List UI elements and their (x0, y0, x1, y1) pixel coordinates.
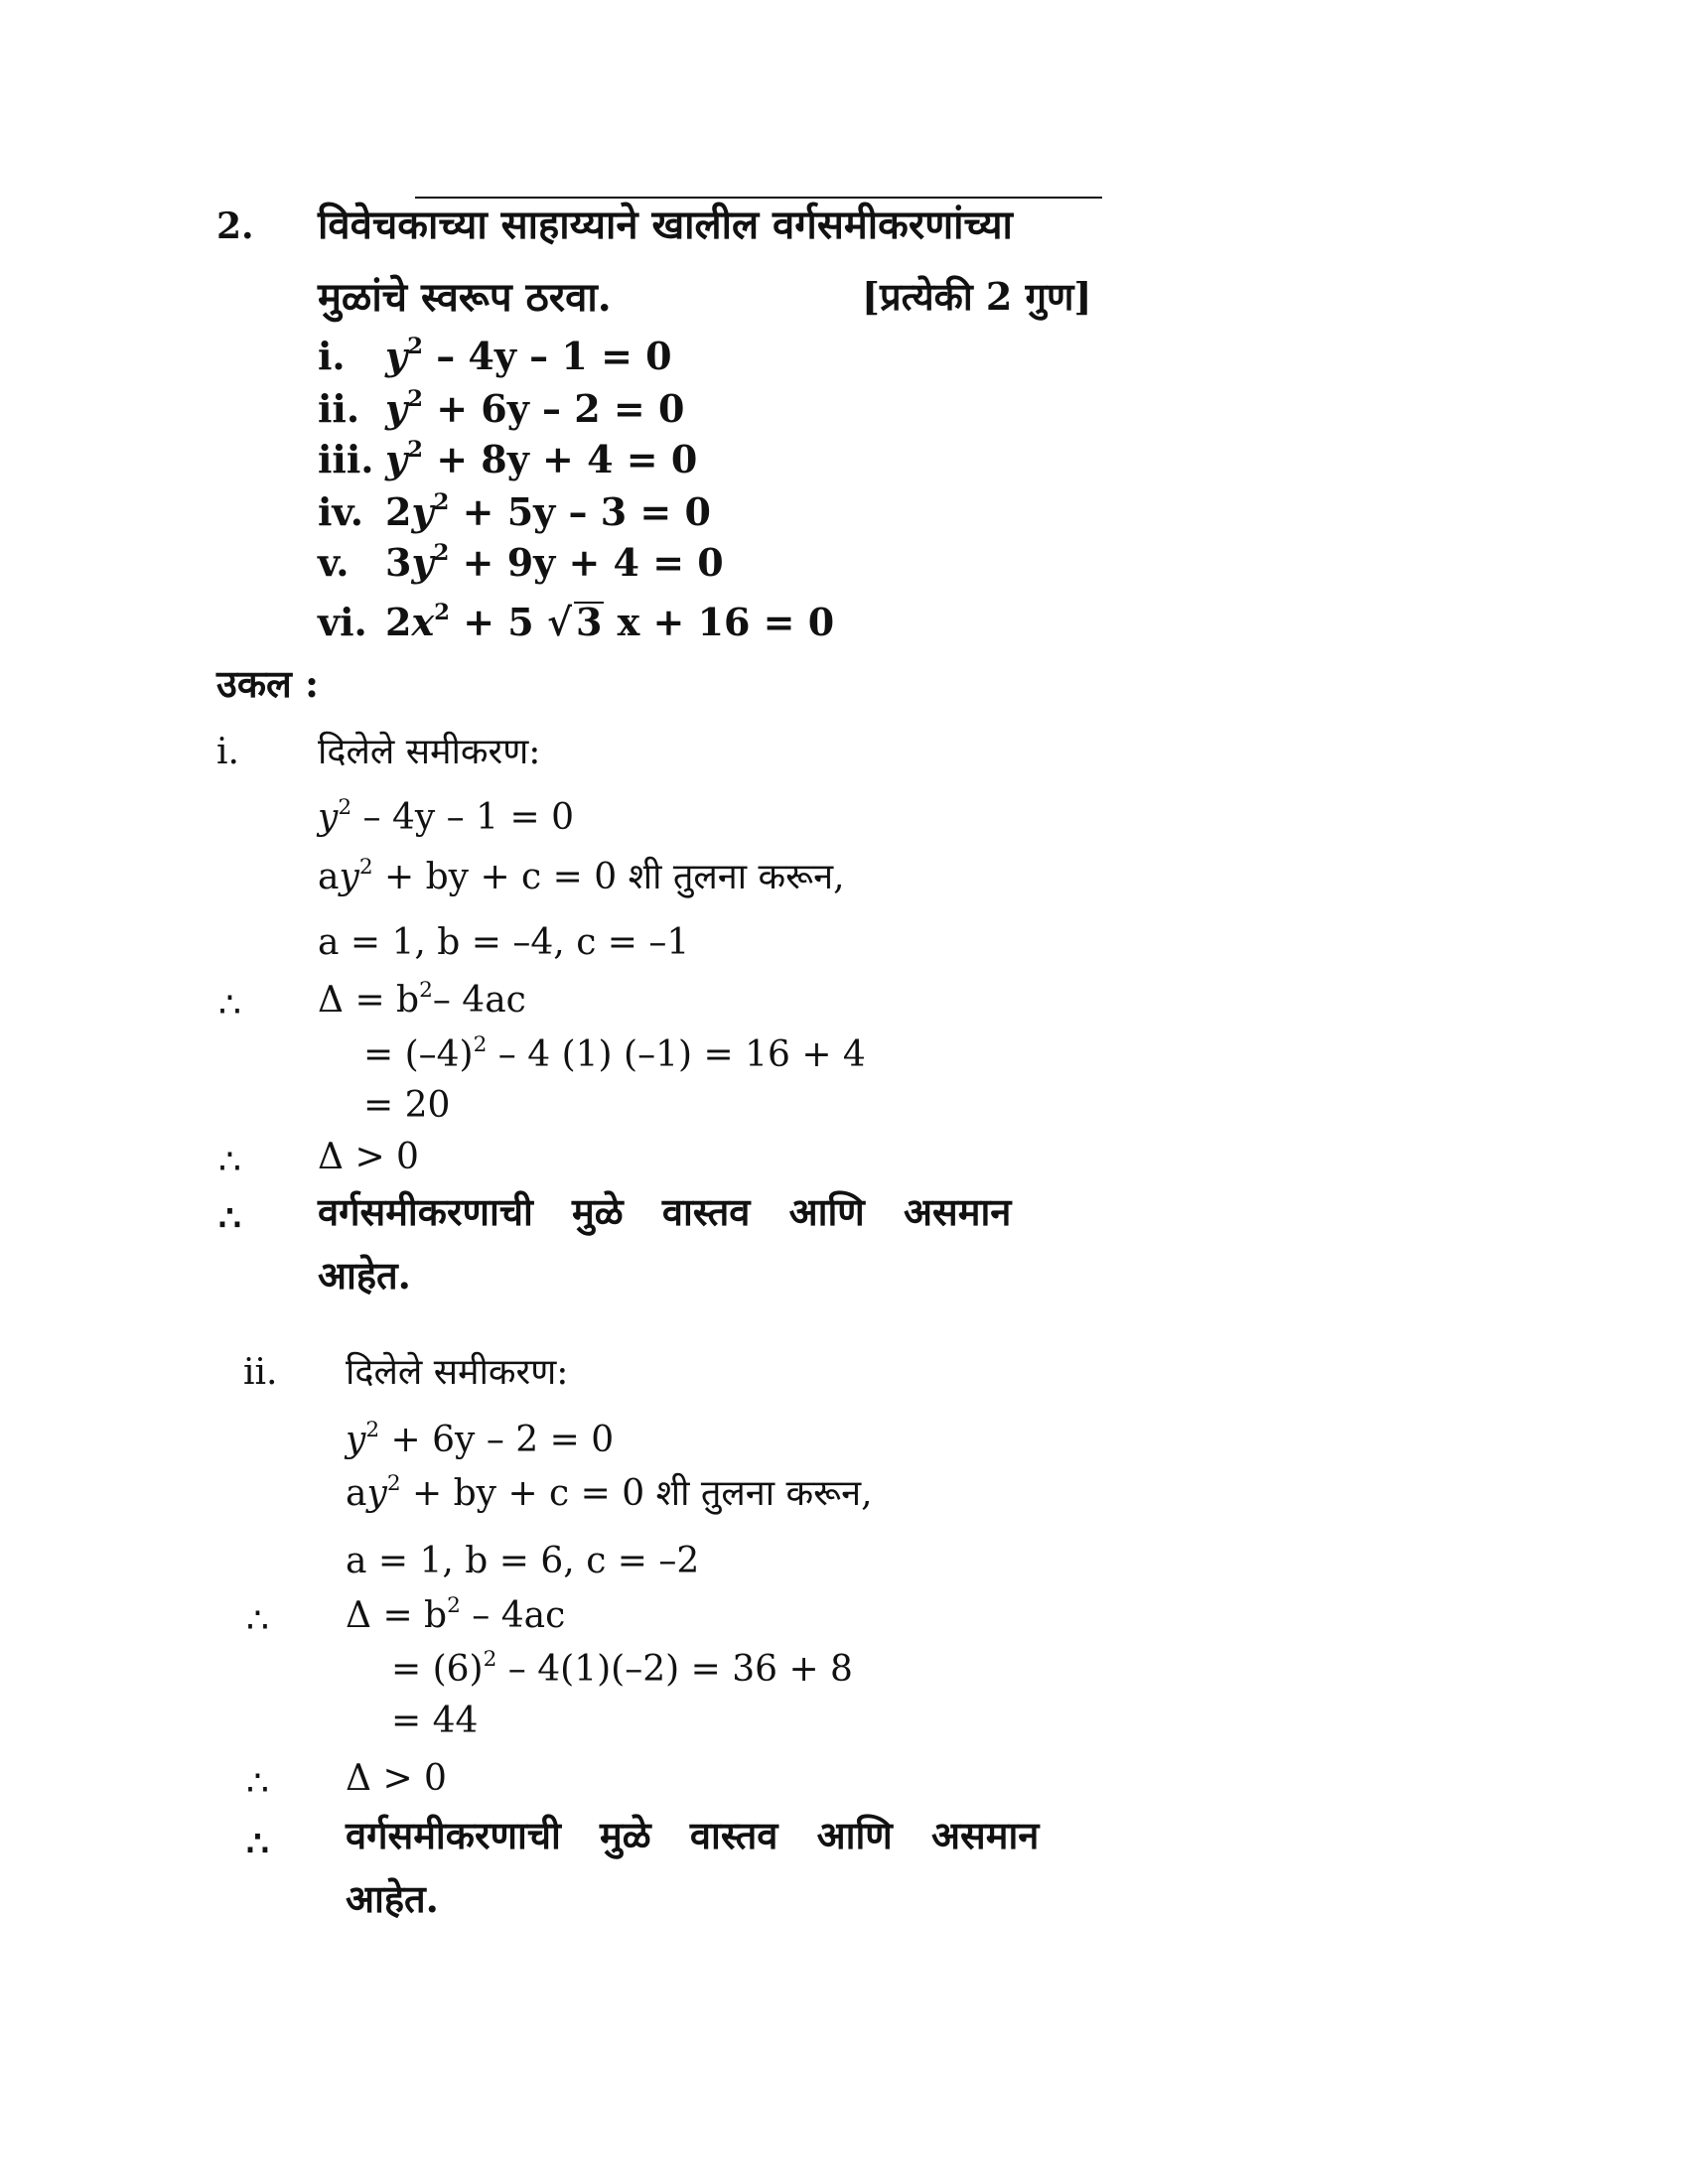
part-label: i. (318, 334, 346, 378)
solution-ii-conclusion-line1: वर्गसमीकरणाची मुळे वास्तव आणि असमान (346, 1813, 1040, 1857)
solution-ii-result: = 44 (391, 1701, 479, 1741)
solution-i-given: दिलेले समीकरण: (318, 732, 541, 772)
part-vi: vi. $2x^2 + 5$ √ 3 x + 16 = 0 (318, 600, 835, 644)
therefore-symbol: ∴ (218, 1197, 241, 1239)
solution-i-delta-compare: Δ > 0 (318, 1137, 419, 1177)
therefore-symbol: ∴ (246, 1763, 269, 1804)
question-text-line2: मुळांचे स्वरूप ठरवा. (318, 274, 612, 321)
solution-ii-equation: $y^2 + 6y - 2 = 0$ (346, 1417, 615, 1460)
solution-i-conclusion-line1: वर्गसमीकरणाची मुळे वास्तव आणि असमान (318, 1189, 1012, 1234)
solution-i-compare-line: $ay^2$ + by + c = 0 शी तुलना करून, (318, 854, 845, 897)
question-marks: [प्रत्येकी 2 गुण] (862, 274, 1092, 319)
part-iv: iv. $2y^2 + 5y - 3 = 0$ (318, 489, 711, 534)
solution-ii-delta-compare: Δ > 0 (346, 1758, 447, 1799)
part-iii: iii. $y^2 + 8y + 4 = 0$ (318, 437, 698, 481)
part-i: i. $y^2 - 4y - 1 = 0$ (318, 334, 672, 378)
solution-i-label: i. (216, 732, 239, 772)
solution-ii-coefficients: a = 1, b = 6, c = –2 (346, 1541, 700, 1581)
therefore-symbol: ∴ (246, 1600, 269, 1641)
question-text-line1: विवेचकाच्या साहाय्याने खालील वर्गसमीकरणांच्या (318, 202, 1013, 248)
solution-i-coefficients: a = 1, b = –4, c = –1 (318, 922, 690, 963)
therefore-symbol: ∴ (218, 1142, 241, 1182)
part-label: v. (318, 540, 350, 585)
part-label: vi. (318, 600, 367, 644)
therefore-symbol: ∴ (218, 985, 241, 1025)
solution-i-equation: $y^2 - 4y - 1 = 0$ (318, 794, 574, 838)
solution-ii-conclusion-line2: आहेत. (346, 1876, 439, 1921)
part-ii: ii. $y^2 + 6y - 2 = 0$ (318, 386, 685, 431)
part-v: v. $3y^2 + 9y + 4 = 0$ (318, 540, 724, 585)
solution-ii-given: दिलेले समीकरण: (346, 1352, 569, 1393)
top-rule (415, 197, 1102, 199)
solution-i-result: = 20 (363, 1085, 451, 1126)
solution-i-calculation: = $(-4)^2 - 4$ (1) (–1) = 16 + 4 (363, 1031, 866, 1075)
solution-ii-delta-formula: $\Delta = b^2 - 4ac$ (346, 1592, 566, 1636)
part-label: ii. (318, 386, 360, 431)
solution-ii-label: ii. (243, 1352, 278, 1393)
solution-ii-compare-line: $ay^2$ + by + c = 0 शी तुलना करून, (346, 1470, 873, 1514)
therefore-symbol: ∴ (246, 1823, 269, 1864)
question-number: 2. (216, 205, 254, 247)
solution-ii-calculation: = $(6)^2 - 4(1)(-2) = 36 + 8$ (391, 1646, 853, 1690)
part-label: iv. (318, 489, 363, 534)
solution-heading: उकल : (216, 661, 320, 706)
solution-i-delta-formula: $\Delta = b^2-$ 4ac (318, 977, 526, 1021)
sqrt-sign: √ (546, 600, 572, 644)
solution-i-conclusion-line2: आहेत. (318, 1253, 411, 1297)
sqrt-radicand: 3 (575, 600, 603, 644)
part-label: iii. (318, 437, 374, 481)
